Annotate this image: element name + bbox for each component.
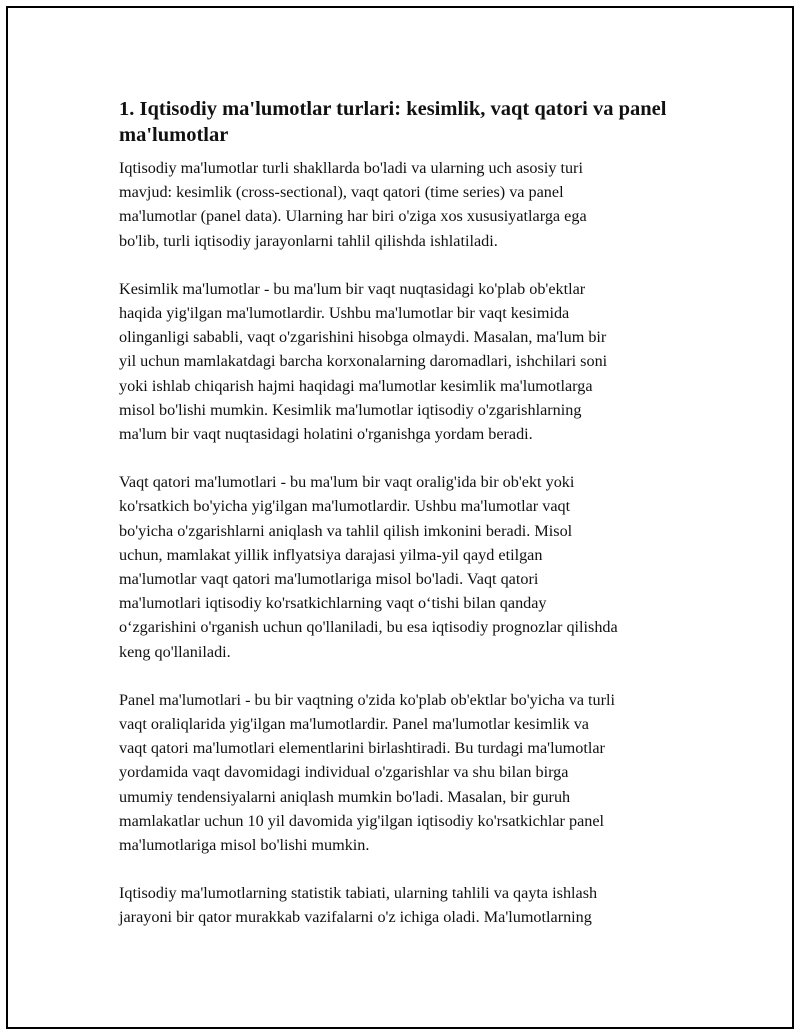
page-frame — [6, 6, 794, 1029]
paragraph-time-series: Vaqt qatori ma'lumotlari - bu ma'lum bir vaqt oralig'ida bir ob'ekt yoki ko'rsatkich bo'yicha yig'ilgan ma'lumotlardir. Ushbu ma'lumotlar vaqt bo'yicha o'zgarishlarni aniqlash va tahlil qilish imkonini beradi. Misol uchun, mamlakat yillik inflyatsiya darajasi yilma-yil qayd etilgan ma'lumotlar vaqt qatori ma'lumotlariga misol bo'ladi. Vaqt qatori ma'lumotlari iqtisodiy ko'rsatkichlarning vaqt o‘tishi bilan qanday o‘zgarishini o'rganish uchun qo'llaniladi, bu esa iqtisodiy prognozlar qilishda keng qo'llaniladi. — [119, 473, 618, 661]
paragraph-statistical-nature: Iqtisodiy ma'lumotlarning statistik tabiati, ularning tahlili va qayta ishlash jarayoni bir qator murakkab vazifalarni o'z ichiga oladi. Ma'lumotlarning — [119, 884, 598, 927]
paragraph-cross-sectional: Kesimlik ma'lumotlar - bu ma'lum bir vaqt nuqtasidagi ko'plab ob'ektlar haqida yig'ilgan ma'lumotlardir. Ushbu ma'lumotlar bir vaqt kesimida olinganligi sababli, vaqt o'zgarishini hisobga olmaydi. Masalan, ma'lum bir yil uchun mamlakatdagi barcha korxonalarning daromadlari, ishchilari soni yoki ishlab chiqarish hajmi haqidagi ma'lumotlar kesimlik ma'lumotlarga misol bo'lishi mumkin. Kesimlik ma'lumotlar iqtisodiy o'zgarishlarning ma'lum bir vaqt nuqtasidagi holatini o'rganishga yordam beradi. — [119, 279, 608, 444]
paragraph-intro: Iqtisodiy ma'lumotlar turli shakllarda bo'ladi va ularning uch asosiy turi mavjud: kesimlik (cross-sectional), vaqt qatori (time series) va panel ma'lumotlar (panel data). Ularning har biri o'ziga xos xususiyatlarga ega bo'lib, turli iqtisodiy jarayonlarni tahlil qilishda ishlatiladi. — [119, 159, 587, 250]
document-body — [119, 96, 699, 954]
section-heading: 1. Iqtisodiy ma'lumotlar turlari: kesimlik, vaqt qatori va panel ma'lumotlar — [119, 98, 667, 146]
paragraph-panel: Panel ma'lumotlari - bu bir vaqtning o'zida ko'plab ob'ektlar bo'yicha va turli vaqt oraliqlarida yig'ilgan ma'lumotlardir. Panel ma'lumotlar kesimlik va vaqt qatori ma'lumotlari elementlarini birlashtiradi. Bu turdagi ma'lumotlar yordamida vaqt davomidagi individual o'zgarishlar va shu bilan birga umumiy tendensiyalarni aniqlash mumkin bo'ladi. Masalan, bir guruh mamlakatlar uchun 10 yil davomida yig'ilgan iqtisodiy ko'rsatkichlar panel ma'lumotlariga misol bo'lishi mumkin. — [119, 690, 616, 855]
